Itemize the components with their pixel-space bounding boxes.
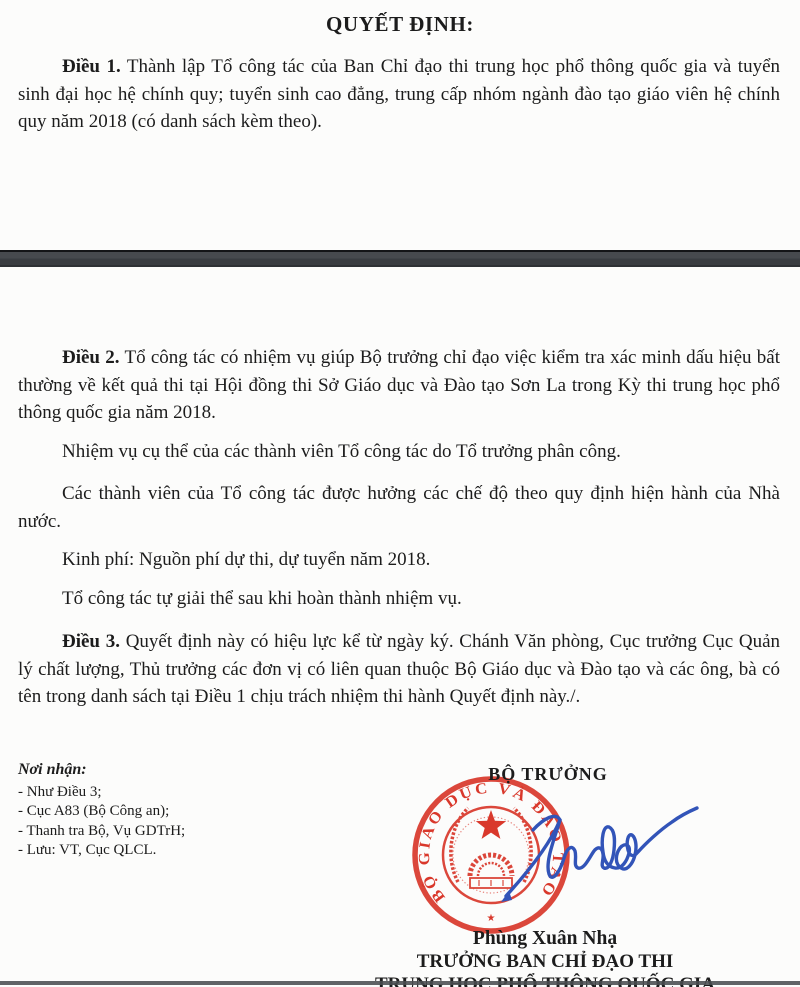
paragraph-duties: Nhiệm vụ cụ thể của các thành viên Tổ công tác do Tổ trưởng phân công. [62, 441, 621, 462]
signatory-name: Phùng Xuân Nhạ [472, 928, 618, 949]
signature-icon [488, 800, 703, 905]
paragraph-benefits: Các thành viên của Tổ công tác được hưởng các chế độ theo quy định hiện hành của Nhà nước. [18, 483, 780, 532]
paragraph-funding: Kinh phí: Nguồn phí dự thi, dự tuyển năm 2018. [62, 549, 431, 570]
recipient-item: - Thanh tra Bộ, Vụ GDTrH; [18, 822, 186, 839]
minister-title: BỘ TRƯỞNG [488, 764, 608, 784]
document-title: QUYẾT ĐỊNH: [326, 12, 474, 36]
article-1 [18, 53, 780, 136]
page-break-band [0, 250, 800, 267]
article-2-label: Điều 2. [62, 347, 120, 368]
article-1-label: Điều 1. [62, 56, 121, 77]
paragraph-dissolution: Tổ công tác tự giải thể sau khi hoàn thành nhiệm vụ. [62, 588, 462, 609]
article-2 [18, 344, 780, 427]
recipient-item: - Lưu: VT, Cục QLCL. [18, 842, 157, 858]
article-1-text: Thành lập Tổ công tác của Ban Chỉ đạo thi trung học phổ thông quốc gia và tuyển sinh đại học hệ chính quy; tuyển sinh cao đẳng, trung cấp nhóm ngành đào tạo giáo viên hệ chính quy năm 2018 (có danh sách kèm theo). [18, 56, 780, 132]
seal-bottom-star-icon: ★ [486, 913, 496, 924]
recipients-heading: Nơi nhận: [18, 761, 87, 778]
article-2-text: Tổ công tác có nhiệm vụ giúp Bộ trưởng chỉ đạo việc kiểm tra xác minh dấu hiệu bất thường về kết quả thi tại Hội đồng thi Sở Giáo dục và Đào tạo Sơn La trong Kỳ thi trung học phổ thông quốc gia năm 2018. [18, 347, 780, 423]
article-3 [18, 628, 780, 711]
article-3-text: Quyết định này có hiệu lực kể từ ngày ký. Chánh Văn phòng, Cục trưởng Cục Quản lý chất lượng, Thủ trưởng các đơn vị có liên quan thuộc Bộ Giáo dục và Đào tạo và các ông, bà có tên trong danh sách tại Điều 1 chịu trách nhiệm thi hành Quyết định này./. [18, 631, 781, 707]
recipient-item: - Như Điều 3; [18, 783, 102, 800]
recipient-item: - Cục A83 (Bộ Công an); [18, 803, 170, 819]
article-3-label: Điều 3. [62, 631, 120, 652]
seal-ring-text: BỘ GIÁO DỤC VÀ ĐÀO TẠO [415, 779, 567, 906]
page-edge-line [0, 981, 800, 985]
signatory-role-line1: TRƯỞNG BAN CHỈ ĐẠO THI [416, 951, 674, 972]
recipients-block [18, 760, 298, 861]
